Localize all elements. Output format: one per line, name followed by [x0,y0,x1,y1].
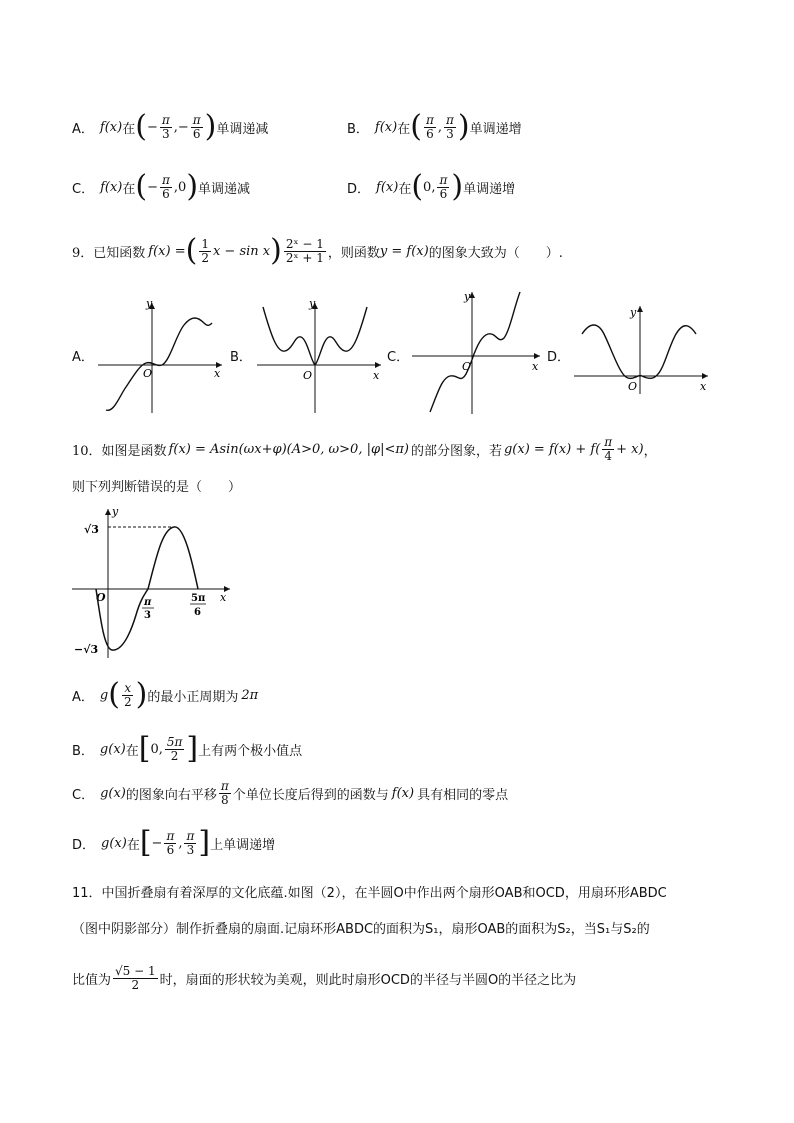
fraction-exp: $\frac{\text{2ˣ − 1}}{\text{2ˣ + 1}}$ [285,236,324,265]
q9-option-a-label[interactable]: A． [72,350,94,365]
mid-expr: x − sin x [212,243,271,259]
fraction: $\frac{\pi}{3}$ [445,112,454,141]
pi3-num: π [144,597,152,608]
fraction-half: $\frac{1}{2}$ [201,236,209,265]
y-label: y [309,297,316,310]
y-label: y [112,505,119,518]
q9-option-b-label[interactable]: B． [230,350,252,365]
minus: − [151,835,163,851]
stem-text: 如图是函数 [101,443,167,459]
sine-curve [96,527,198,650]
x-arrow [702,373,708,379]
function-expr: f(x) [374,119,398,135]
stem-text: ， [643,443,657,459]
curve [430,292,520,412]
option-desc: 单调递增 [469,121,522,137]
right-paren: ) [135,677,148,712]
q8-option-a[interactable] [72,109,269,144]
q11-line1: 11．中国折叠扇有着深厚的文化底蕴.如图（2），在半圆O中作出两个扇形OAB和OCD，用扇环形ABDC [72,886,667,901]
fx-expr: f(x) [391,785,415,801]
left-paren: ( [411,169,424,204]
right-paren: ) [451,169,464,204]
minus: − [146,119,158,135]
right-paren: ) [270,233,282,268]
right-bracket: ] [198,825,211,860]
q9-graph-d [572,300,712,396]
x-label: x [700,380,707,393]
q9-option-c-label[interactable]: C． [387,350,410,365]
x-arrow [375,362,381,368]
left-paren: ( [135,169,148,204]
q10-stem [72,432,657,466]
left-bracket: [ [139,825,152,860]
origin-label: O [462,360,472,373]
stem-text: 的图象大致为（ ）. [428,245,563,261]
pi56-num: 5π [191,593,206,604]
q9-stem [72,234,563,268]
function-expr: f(x) [99,119,123,135]
fraction: $\frac{\pi}{6}$ [166,828,175,857]
option-label: D． [347,181,371,197]
neg-sqrt3-label: −√3 [74,643,99,656]
x-arrow [534,353,540,359]
q11-line2: （图中阴影部分）制作折叠扇的扇面.记扇环形ABDC的面积为S₁，扇形OAB的面积为S₂，当S₁与S₂的 [72,922,650,937]
q11-line3 [72,958,576,998]
g-expr: g(x) [100,785,126,801]
in-word: 在 [125,743,139,759]
fraction: $\frac{\pi}{6}$ [439,172,448,201]
option-label: C． [72,787,95,803]
y-label: y [464,290,471,303]
in-word: 在 [398,181,412,197]
function-expr: f(x) [376,179,399,195]
option-label: D． [72,837,96,853]
fraction: $\frac{\pi}{3}$ [161,112,170,141]
option-label: B． [347,121,369,137]
right-paren: ) [186,169,199,204]
minus: − [147,179,159,195]
sqrt3-label: √3 [84,523,99,536]
in-word: 在 [397,121,411,137]
q11-text: 比值为 [72,972,112,988]
y-label: y [146,297,153,310]
option-label: C． [72,181,95,197]
option-desc: 单调递减 [216,121,269,137]
origin-label: O [303,369,313,382]
option-desc: 上单调递增 [210,837,276,853]
y-arrow [105,509,111,515]
x-label: x [220,591,227,604]
in-word: 在 [122,181,136,197]
origin-label: O [143,367,153,380]
f-formula: f(x) = Asin(ωx+φ)(A>0, ω>0, |φ|<π) [168,441,409,457]
stem-text: 已知函数 [93,245,146,261]
q10-stem-line2: 则下列判断错误的是（ ） [72,480,242,495]
fraction: $\frac{\pi}{6}$ [192,112,201,141]
q10-option-a[interactable] [72,676,258,714]
x-label: x [532,360,539,373]
left-paren: ( [185,233,198,268]
stem-text: 的部分图象，若 [410,443,502,459]
option-desc: 的最小正周期为 [147,689,239,705]
origin-label: O [628,380,638,393]
left-paren: ( [135,109,147,144]
option-text: 的图象向右平移 [125,787,217,803]
option-desc: 单调递增 [463,181,516,197]
x-label: x [373,369,380,382]
q9-graph-b [255,295,385,415]
option-label: A． [72,121,94,137]
g-definition: g(x) = f(x) + f( [503,441,601,457]
question-number: 10． [72,443,102,459]
left-paren: ( [410,109,422,144]
pi3-den: 3 [144,610,151,621]
stem-text: ，则函数 [327,245,380,261]
right-paren: ) [457,109,470,144]
q10-option-c[interactable] [72,776,508,810]
fx-expr: f(x) = [148,243,186,259]
separator: , [178,835,183,851]
ratio-fraction: $\frac{√5 - 1}{2}$ [115,963,156,992]
q8-option-d[interactable] [347,169,516,204]
q10-graph [70,503,240,663]
interval-head: 0, [150,741,163,757]
y-label: y [630,306,637,319]
period-value: 2π [241,687,259,703]
right-paren: ) [204,109,217,144]
q11-text: 时，扇面的形状较为美观，则此时扇形OCD的半径与半圆O的半径之比为 [159,972,577,988]
separator: ,− [173,119,189,135]
curve [106,318,212,410]
interval-head: 0, [423,179,436,195]
curve [582,325,696,378]
fraction: $\frac{\pi}{8}$ [220,778,229,807]
fraction: $\frac{\pi}{3}$ [186,828,195,857]
g-expr: g(x) [101,835,127,851]
interval-tail: ,0 [173,179,187,195]
pi56-den: 6 [194,607,201,618]
g-definition-tail: + x) [616,441,644,457]
option-desc: 上有两个极小值点 [198,743,303,759]
q9-graph-c [410,288,545,416]
left-paren: ( [108,677,120,712]
in-word: 在 [122,121,136,137]
g-expr: g(x) [99,741,126,757]
q9-graph-a [96,295,226,415]
option-text: 具有相同的零点 [417,787,509,803]
fraction: $\frac{\pi}{6}$ [162,172,170,201]
left-bracket: [ [138,731,151,766]
q10-option-d[interactable] [72,826,275,860]
q10-option-b[interactable] [72,732,302,766]
option-desc: 单调递减 [198,181,251,197]
in-word: 在 [126,837,140,853]
fraction: $\frac{x}{2}$ [123,680,132,709]
q9-option-d-label[interactable]: D． [547,350,571,365]
function-expr: f(x) [100,179,123,195]
question-number: 9． [72,245,94,261]
fraction: $\frac{\pi}{4}$ [604,434,613,463]
fraction: $\frac{\pi}{6}$ [425,112,434,141]
g-symbol: g [99,687,109,703]
option-text: 个单位长度后得到的函数与 [232,787,389,803]
option-label: B． [72,743,94,759]
x-label: x [214,367,221,380]
origin-label: O [96,591,106,604]
yfx-expr: y = f(x) [379,243,429,259]
separator: , [437,119,442,135]
q8-option-b[interactable] [347,109,522,144]
q8-option-c[interactable] [72,169,251,204]
option-label: A． [72,689,94,705]
y-arrow [637,306,643,312]
right-bracket: ] [186,731,199,766]
fraction: $\frac{5\pi}{2}$ [166,734,183,763]
